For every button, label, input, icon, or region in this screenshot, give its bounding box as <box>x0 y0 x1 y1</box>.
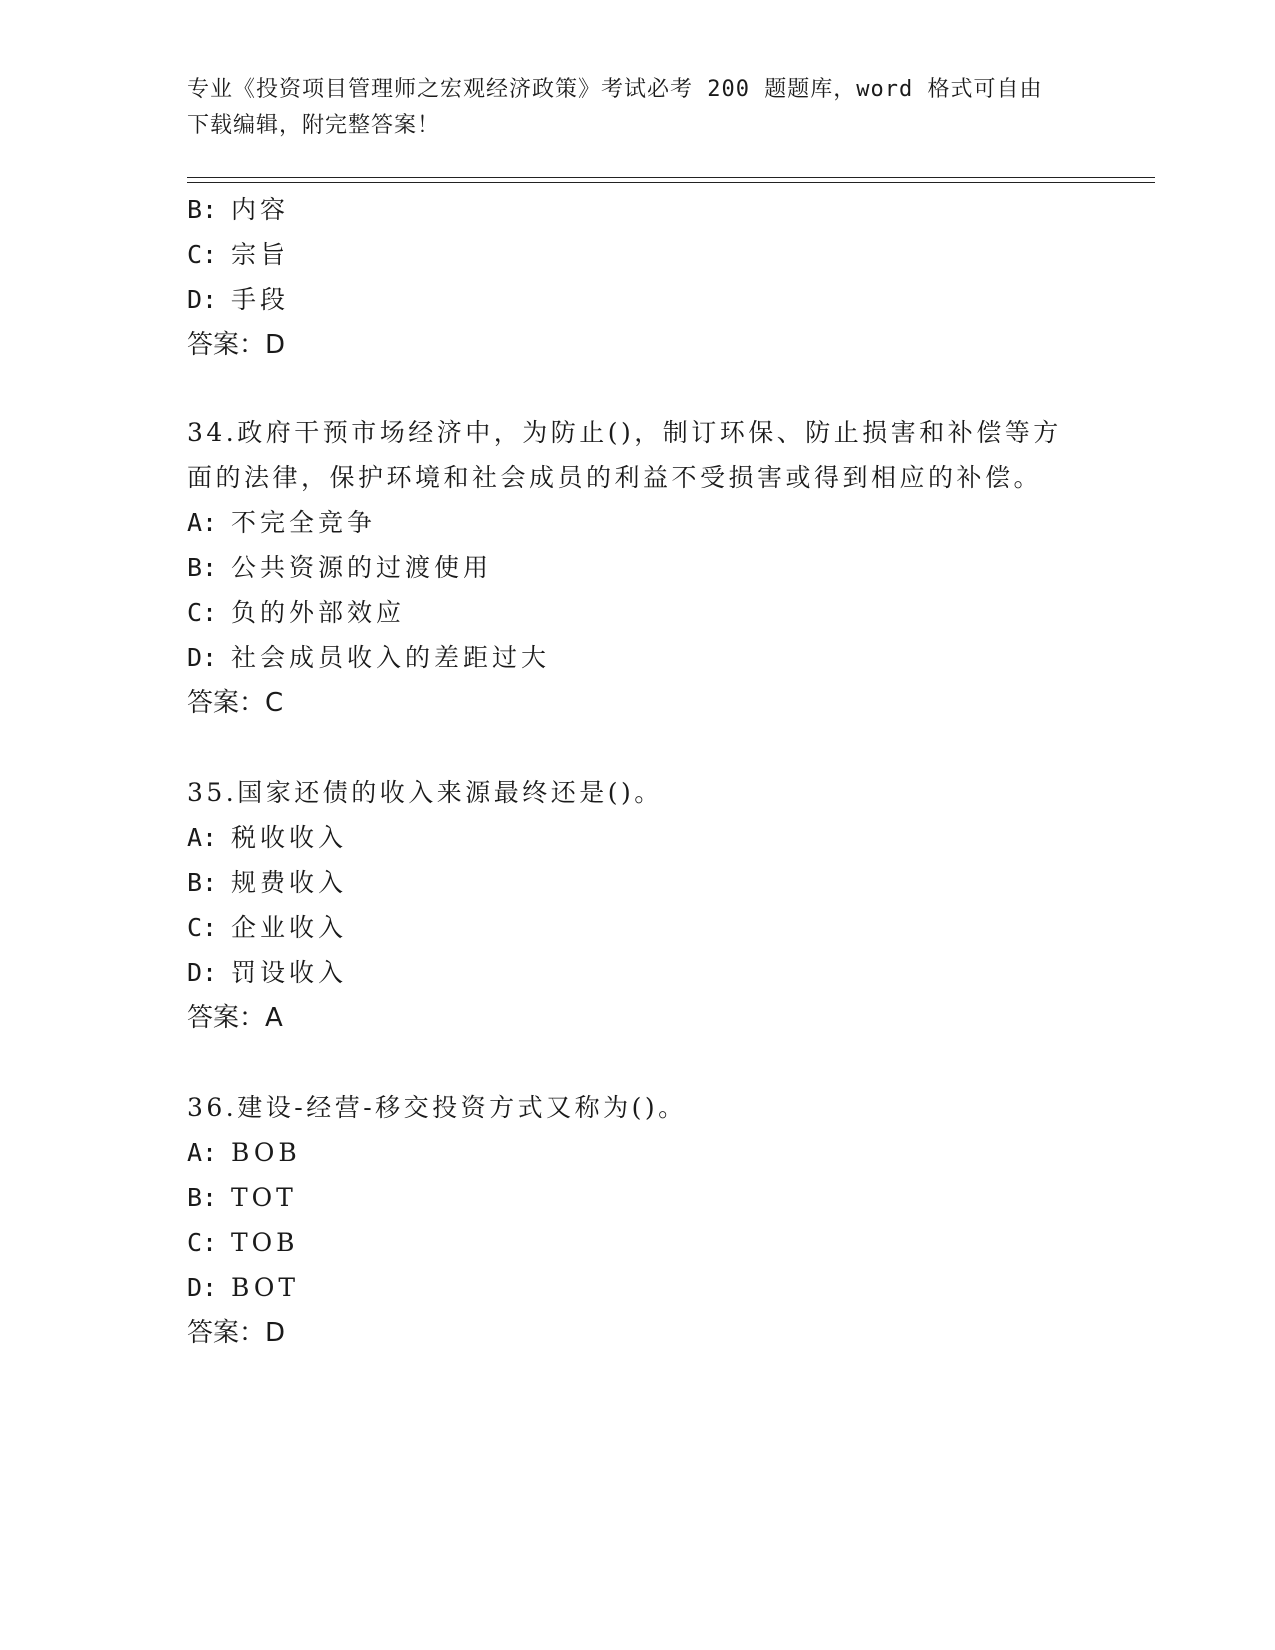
question-35-line-1: 35.国家还债的收入来源最终还是()。 <box>187 778 663 807</box>
option-label: C: <box>187 1228 218 1257</box>
option-label: B: <box>187 868 218 897</box>
option-label: B: <box>187 1183 218 1212</box>
option-d <box>187 956 347 990</box>
option-text: BOT <box>231 1273 300 1302</box>
answer-line: 答案：D <box>187 330 286 360</box>
option-b <box>187 551 492 585</box>
answer-line: 答案：A <box>187 1003 283 1033</box>
option-d <box>187 641 550 675</box>
question-34-line-1: 34.政府干预市场经济中，为防止()，制订环保、防止损害和补偿等方 <box>187 418 1062 447</box>
document-header <box>187 72 1087 144</box>
option-label: C: <box>187 240 218 269</box>
option-text: TOB <box>231 1228 299 1257</box>
option-label: B: <box>187 195 218 224</box>
option-d <box>187 283 289 317</box>
option-label: A: <box>187 1138 218 1167</box>
option-text: 不完全竞争 <box>231 508 377 537</box>
option-text: 税收收入 <box>231 823 348 852</box>
option-text: 企业收入 <box>231 913 348 942</box>
option-text: 内容 <box>231 195 290 224</box>
option-c <box>187 596 405 630</box>
option-d <box>187 1271 299 1305</box>
header-divider-bottom <box>187 182 1155 183</box>
question-36-line-1: 36.建设-经营-移交投资方式又称为()。 <box>187 1093 687 1122</box>
option-text: 宗旨 <box>231 240 290 269</box>
option-a <box>187 506 376 540</box>
option-label: A: <box>187 823 218 852</box>
header-line-1: 专业《投资项目管理师之宏观经济政策》考试必考 200 题题库，word 格式可自由 <box>187 77 1043 102</box>
option-b <box>187 193 289 227</box>
option-a <box>187 1136 301 1170</box>
option-c <box>187 238 289 272</box>
option-text: BOB <box>231 1138 301 1167</box>
option-label: C: <box>187 598 218 627</box>
option-label: D: <box>187 285 218 314</box>
option-text: 规费收入 <box>231 868 348 897</box>
option-c <box>187 1226 299 1260</box>
option-text: 公共资源的过渡使用 <box>231 553 493 582</box>
option-text: 社会成员收入的差距过大 <box>231 643 551 672</box>
option-label: D: <box>187 643 218 672</box>
option-label: A: <box>187 508 218 537</box>
option-text: TOT <box>231 1183 297 1212</box>
option-text: 罚设收入 <box>231 958 348 987</box>
answer-line: 答案：C <box>187 688 284 718</box>
option-b <box>187 1181 297 1215</box>
header-line-2: 下载编辑，附完整答案！ <box>187 113 441 138</box>
option-a <box>187 821 347 855</box>
answer-line: 答案：D <box>187 1318 286 1348</box>
option-label: C: <box>187 913 218 942</box>
question-34-line-2: 面的法律，保护环境和社会成员的利益不受损害或得到相应的补偿。 <box>187 463 1043 492</box>
option-b <box>187 866 347 900</box>
option-label: D: <box>187 1273 218 1302</box>
option-text: 负的外部效应 <box>231 598 406 627</box>
option-text: 手段 <box>231 285 290 314</box>
header-divider-top <box>187 177 1155 178</box>
option-label: B: <box>187 553 218 582</box>
option-label: D: <box>187 958 218 987</box>
option-c <box>187 911 347 945</box>
